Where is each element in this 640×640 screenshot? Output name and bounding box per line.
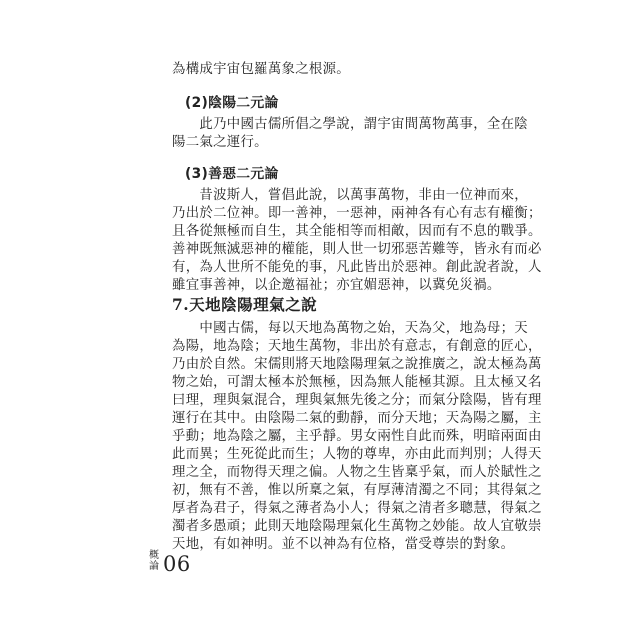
section-7-text-line: 天地，有如神明。並不以神為有位格，當受尊崇的對象。 [172,537,515,552]
folio-label [147,550,161,572]
subsection-3-text-line: 有，為人世所不能免的事，凡此皆出於惡神。創此說者說，人 [172,260,542,275]
page-number: 06 [163,552,191,576]
section-7-text-line: 理之全，而物得天理之偏。人物之生皆稟乎氣，而人於賦性之 [172,465,542,480]
section-7-text-line: 厚者為君子，得氣之薄者為小人；得氣之清者多聰慧，得氣之 [172,501,542,516]
section-7-text-line: 為陽，地為陰；天地生萬物，非出於有意志，有創意的匠心， [172,339,542,354]
subsection-3-text-line: 且各從無極而自生，其全能相等而相敵，因而有不息的戰爭。 [172,224,542,239]
section-7-text-line: 濁者多愚頑；此則天地陰陽理氣化生萬物之妙能。故人宜敬崇 [172,519,542,534]
subsection-2-text-line: 此乃中國古儒所倡之學說，謂宇宙間萬物萬事，全在陰 [172,117,528,132]
section-7-text-line: 中國古儒，每以天地為萬物之始，天為父，地為母；天 [172,321,528,336]
subsection-2-text-line: 陽二氣之運行。 [172,135,268,150]
subsection-3-text-line: 昔波斯人，嘗倡此說，以萬事萬物，非由一位神而來， [172,188,528,203]
subsection-3-text-line: 雖宜事善神，以企邀福祉；亦宜媚惡神，以冀免災禍。 [172,278,501,293]
subsection-3-text-line: 善神既無滅惡神的權能，則人世一切邪惡苦難等，皆永有而必 [172,242,542,257]
subsection-2-heading: (2)陰陽二元論 [185,95,279,111]
intro-text-line: 為構成宇宙包羅萬象之根源。 [172,62,350,77]
section-7-text-line: 曰理，理與氣混合，理與氣無先後之分；而氣分陰陽，皆有理 [172,393,542,408]
subsection-3-text-line: 乃出於二位神。即一善神，一惡神，兩神各有心有志有權衡； [172,206,542,221]
section-7-text-line: 初，無有不善，惟以所稟之氣，有厚薄清濁之不同；其得氣之 [172,483,542,498]
section-7-text-line: 乎動；地為陰之屬，主乎靜。男女兩性自此而殊，明暗兩面由 [172,429,542,444]
section-7-text-line: 物之始，可謂太極本於無極，因為無人能極其源。且太極又名 [172,375,542,390]
section-7-text-line: 運行在其中。由陰陽二氣的動靜，而分天地；天為陽之屬，主 [172,411,542,426]
section-7-text-line: 此而異；生死從此而生；人物的尊卑，亦由此而判別；人得天 [172,447,542,462]
folio-char: 概 [149,550,159,561]
folio-char: 論 [149,561,159,572]
subsection-3-heading: (3)善惡二元論 [185,166,279,182]
section-7-text-line: 乃由於自然。宋儒則將天地陰陽理氣之說推廣之，說太極為萬 [172,357,542,372]
section-7-heading: 7.天地陰陽理氣之說 [172,295,318,314]
